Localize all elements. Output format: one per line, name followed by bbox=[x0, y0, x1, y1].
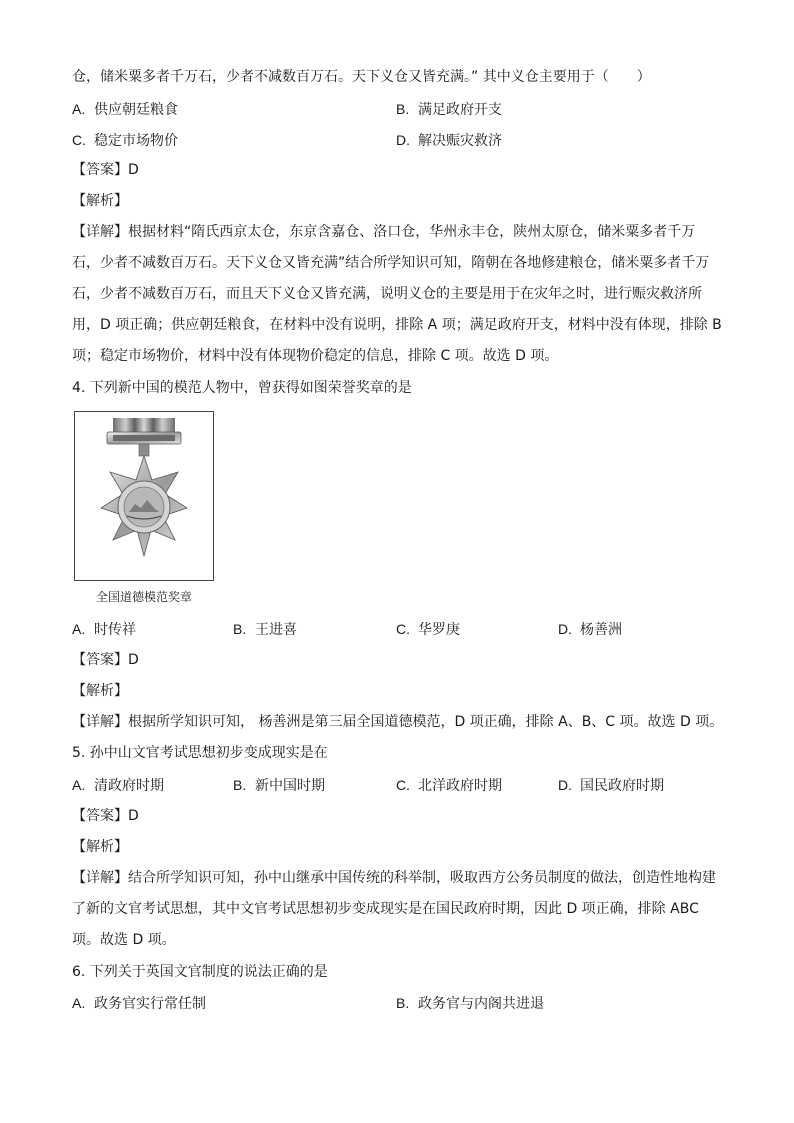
option-text: 北洋政府时期 bbox=[418, 778, 502, 794]
option-text: 华罗庚 bbox=[418, 622, 460, 638]
option-key: D. bbox=[396, 132, 410, 148]
q5-detail-line: 了新的文官考试思想，其中文官考试思想初步变成现实是在国民政府时期，因此 D 项正确，排除 ABC bbox=[72, 901, 699, 917]
q3-option-a bbox=[72, 99, 178, 120]
q3-analysis-label: 【解析】 bbox=[72, 193, 128, 209]
option-text: 政务官与内阁共进退 bbox=[418, 996, 544, 1012]
option-text: 稳定市场物价 bbox=[94, 133, 178, 149]
q3-detail-line: 石，少者不减数百万石，而且天下义仓又皆充满，说明义仓的主要是用于在灾年之时，进行赈灾救济所 bbox=[72, 286, 702, 302]
q3-detail-line: 【详解】根据材料“隋氏西京太仓，东京含嘉仓、洛口仓，华州永丰仓，陕州太原仓，储米粟多者千万 bbox=[72, 224, 696, 240]
option-key: B. bbox=[396, 101, 410, 117]
q6-stem: 6. 下列关于英国文官制度的说法正确的是 bbox=[72, 964, 328, 980]
q4-answer: 【答案】D bbox=[72, 652, 139, 668]
option-text: 政务官实行常任制 bbox=[94, 996, 206, 1012]
option-text: 供应朝廷粮食 bbox=[94, 102, 178, 118]
option-text: 新中国时期 bbox=[255, 778, 325, 794]
q4-detail-line: 【详解】根据所学知识可知， 杨善洲是第三届全国道德模范，D 项正确，排除 A、B、C 项。故选 D 项。 bbox=[72, 714, 724, 730]
option-key: B. bbox=[233, 777, 247, 793]
q3-answer: 【答案】D bbox=[72, 162, 139, 178]
option-key: D. bbox=[558, 621, 572, 637]
option-key: B. bbox=[396, 995, 410, 1011]
option-key: C. bbox=[72, 132, 86, 148]
q4-option-d bbox=[558, 619, 622, 640]
q5-answer: 【答案】D bbox=[72, 808, 139, 824]
q5-analysis-label: 【解析】 bbox=[72, 839, 128, 855]
option-text: 杨善洲 bbox=[580, 622, 622, 638]
q3-option-c bbox=[72, 130, 178, 151]
q4-option-a bbox=[72, 619, 136, 640]
q4-analysis-label: 【解析】 bbox=[72, 683, 128, 699]
q5-option-d bbox=[558, 775, 664, 796]
q5-detail-line: 【详解】结合所学知识可知，孙中山继承中国传统的科举制，吸取西方公务员制度的做法，创造性地构建 bbox=[72, 870, 716, 886]
q5-detail-line: 项。故选 D 项。 bbox=[72, 932, 176, 948]
q3-detail-line: 项；稳定市场物价，材料中没有体现物价稳定的信息，排除 C 项。故选 D 项。 bbox=[72, 348, 559, 364]
q6-option-b bbox=[396, 993, 544, 1014]
option-text: 时传祥 bbox=[94, 622, 136, 638]
option-text: 清政府时期 bbox=[94, 778, 164, 794]
option-key: C. bbox=[396, 777, 410, 793]
q3-stem-tail: 仓，储米粟多者千万石，少者不减数百万石。天下义仓又皆充满。” 其中义仓主要用于（ ） bbox=[72, 69, 651, 85]
q5-stem: 5. 孙中山文官考试思想初步变成现实是在 bbox=[72, 745, 328, 761]
option-key: A. bbox=[72, 777, 86, 793]
q4-option-c bbox=[396, 619, 460, 640]
q4-stem: 4. 下列新中国的模范人物中，曾获得如图荣誉奖章的是 bbox=[72, 380, 412, 396]
q5-option-c bbox=[396, 775, 502, 796]
option-text: 国民政府时期 bbox=[580, 778, 664, 794]
option-text: 满足政府开支 bbox=[418, 102, 502, 118]
option-key: D. bbox=[558, 777, 572, 793]
option-key: A. bbox=[72, 995, 86, 1011]
option-text: 解决赈灾救济 bbox=[418, 133, 502, 149]
option-key: C. bbox=[396, 621, 410, 637]
q4-option-b bbox=[233, 619, 297, 640]
q3-option-b bbox=[396, 99, 502, 120]
medal-icon bbox=[75, 412, 213, 580]
option-key: B. bbox=[233, 621, 247, 637]
option-key: A. bbox=[72, 621, 86, 637]
q6-option-a bbox=[72, 993, 206, 1014]
q3-option-d bbox=[396, 130, 502, 151]
medal-caption: 全国道德模范奖章 bbox=[95, 590, 192, 604]
q3-detail-line: 石，少者不减数百万石。天下义仓又皆充满”结合所学知识可知，隋朝在各地修建粮仓，储米粟多者千万 bbox=[72, 255, 710, 271]
option-text: 王进喜 bbox=[255, 622, 297, 638]
q3-detail-line: 用，D 项正确；供应朝廷粮食，在材料中没有说明，排除 A 项；满足政府开支，材料中没有体现，排除 B bbox=[72, 317, 722, 333]
option-key: A. bbox=[72, 101, 86, 117]
q5-option-a bbox=[72, 775, 164, 796]
medal-figure bbox=[74, 411, 214, 581]
q5-option-b bbox=[233, 775, 325, 796]
